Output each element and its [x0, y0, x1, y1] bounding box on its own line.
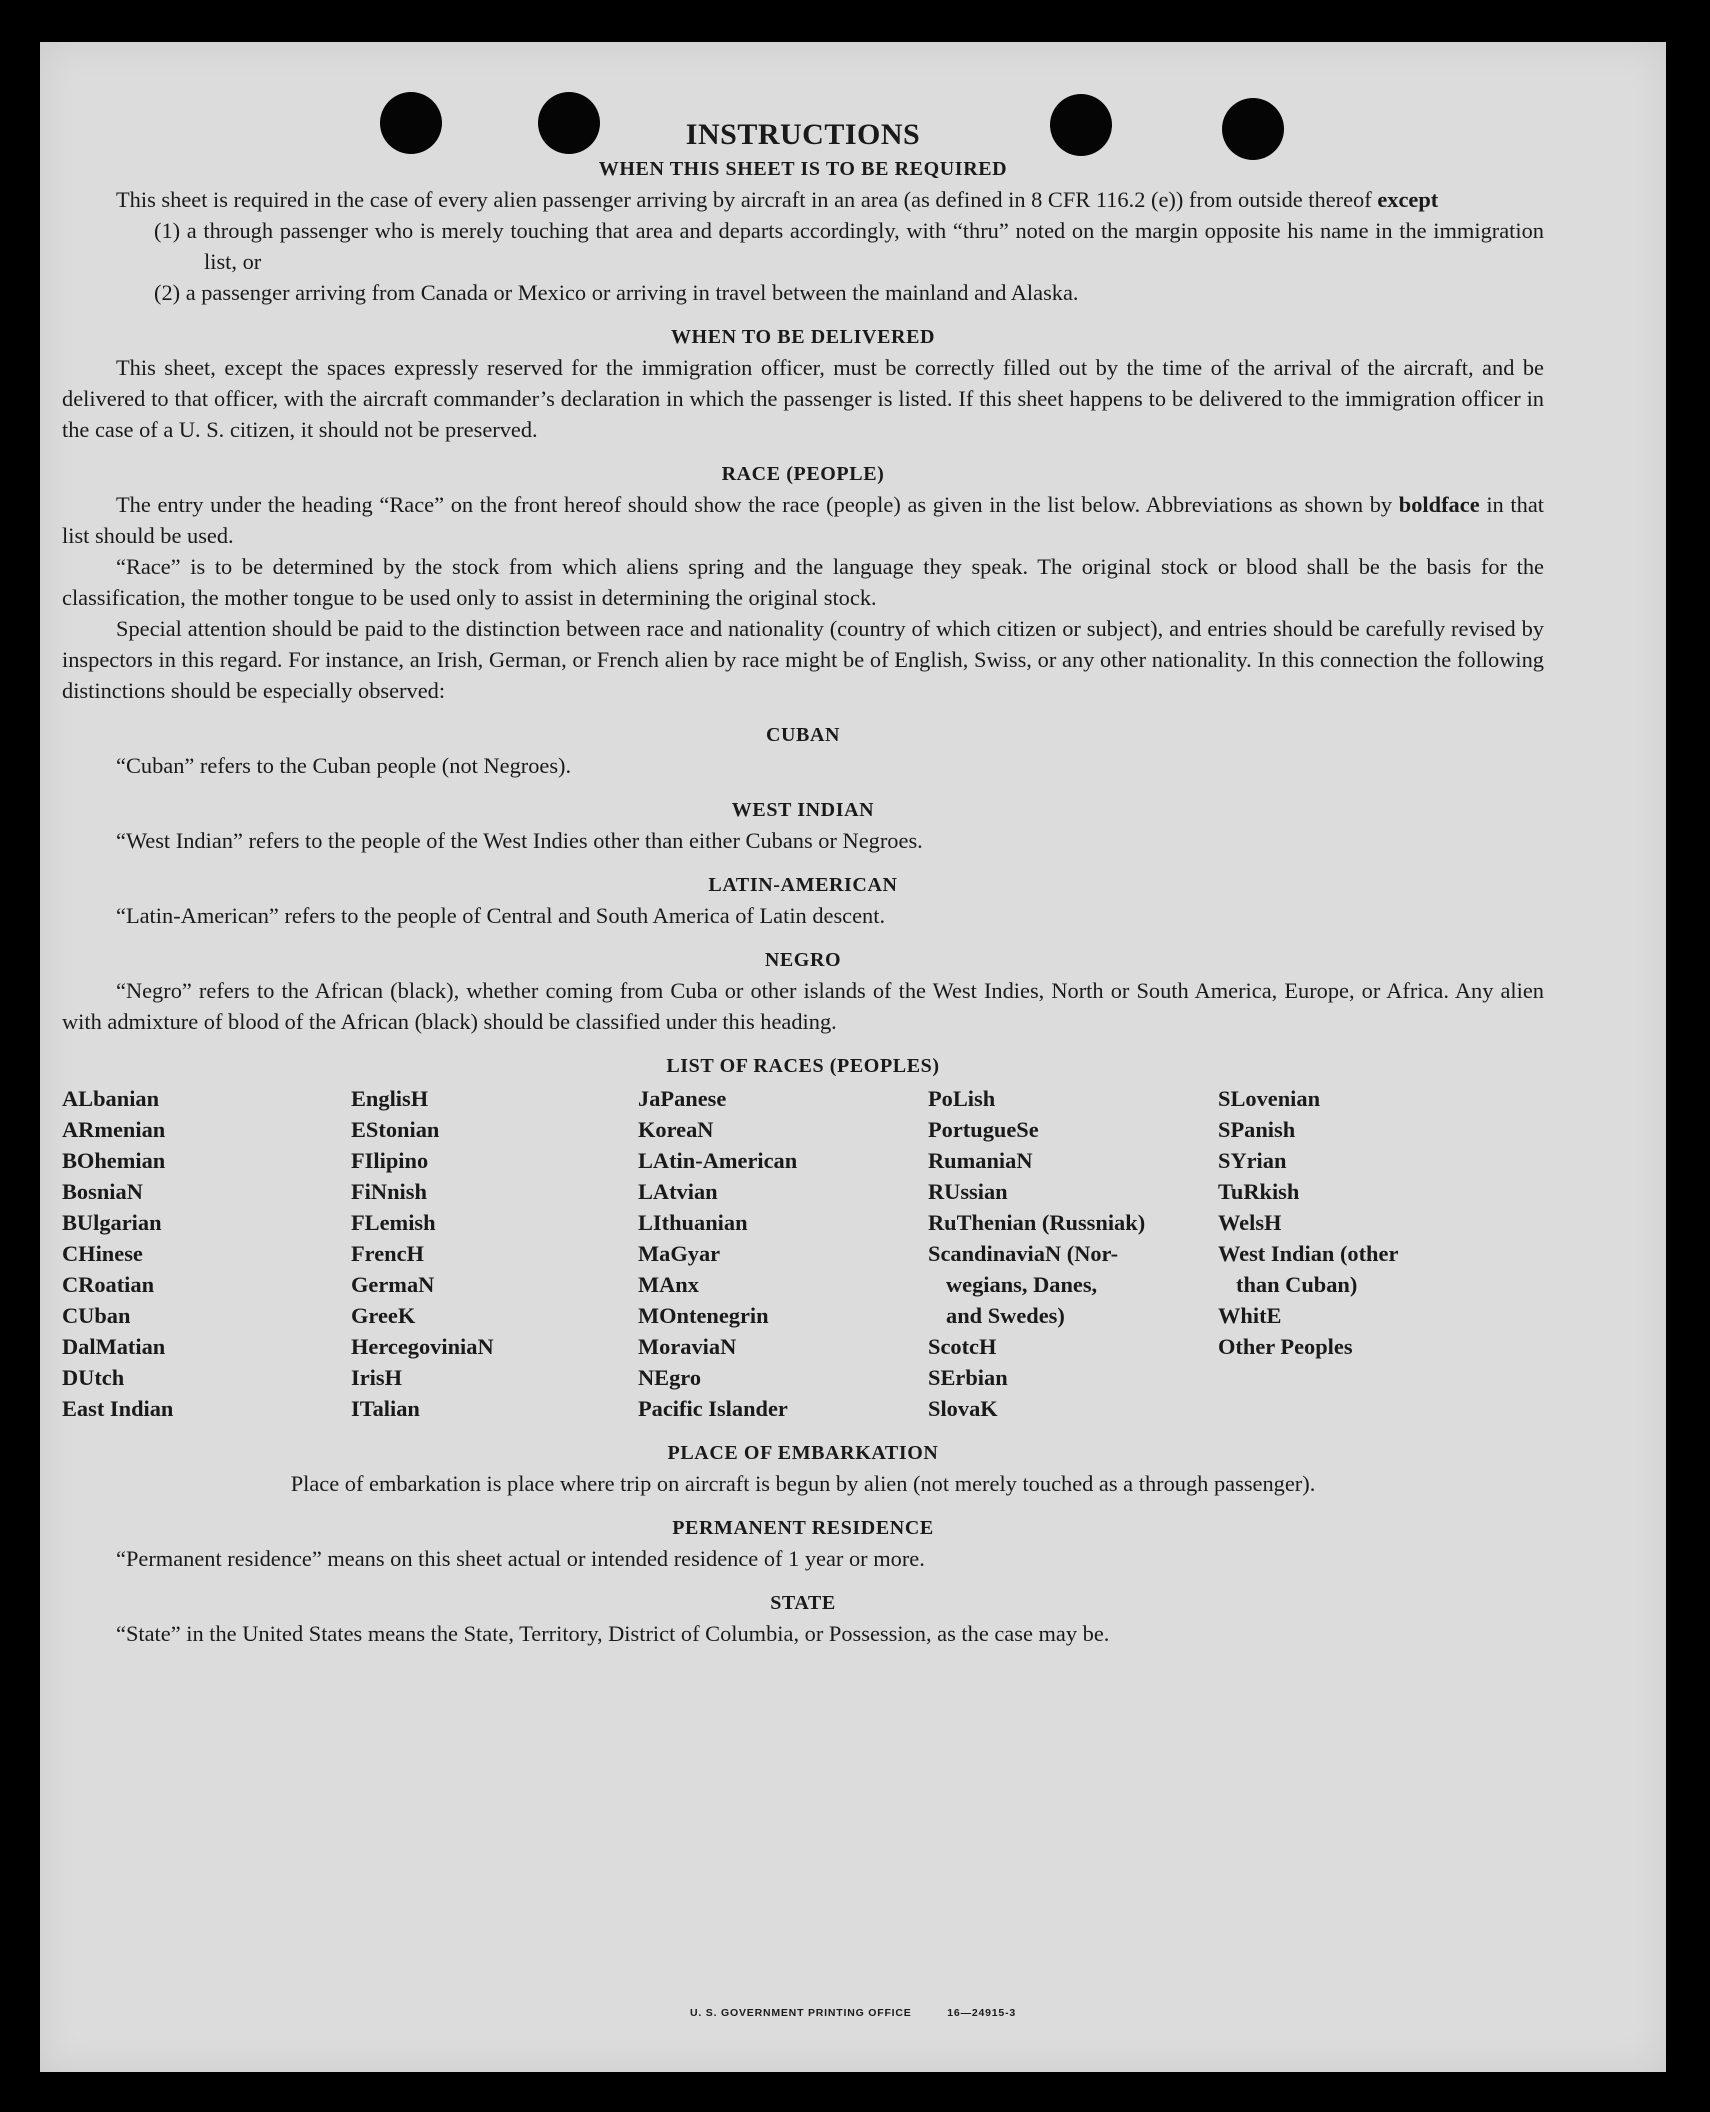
list-item: MaGyar	[638, 1241, 721, 1266]
list-item: RumaniaN	[928, 1148, 1033, 1173]
permanent-residence-text: “Permanent residence” means on this sheet actual or intended residence of 1 year or more.	[116, 1546, 925, 1571]
heading-required: WHEN THIS SHEET IS TO BE REQUIRED	[598, 158, 1008, 180]
instructions-body	[62, 118, 1544, 1649]
heading-negro: NEGRO	[764, 949, 842, 971]
list-item: ARmenian	[62, 1117, 166, 1142]
list-item: CRoatian	[62, 1272, 155, 1297]
list-item: EnglisH	[351, 1086, 429, 1111]
required-intro: This sheet is required in the case of every alien passenger arriving by aircraft in an area (as defined in 8 CFR 116.2 (e)) from outside thereof except	[116, 187, 1439, 212]
required-item-2: (2) a passenger arriving from Canada or Mexico or arriving in travel between the mainland and Alaska.	[154, 280, 1079, 305]
list-item: SLovenian	[1218, 1086, 1321, 1111]
list-item: PortugueSe	[928, 1117, 1039, 1142]
list-item: DalMatian	[62, 1334, 166, 1359]
list-item: HercegoviniaN	[351, 1334, 494, 1359]
list-item: SYrian	[1218, 1148, 1287, 1173]
document-sheet	[40, 42, 1666, 2072]
race-paragraph-1: The entry under the heading “Race” on the front hereof should show the race (people) as given in the list below. Abbreviations as shown by boldface in that list should be used.	[62, 492, 1544, 548]
list-item: IrisH	[351, 1365, 403, 1390]
list-item: LAtin-American	[638, 1148, 798, 1173]
list-item: GermaN	[351, 1272, 435, 1297]
list-item: NEgro	[638, 1365, 702, 1390]
races-column-3	[638, 1083, 928, 1424]
races-column-2	[351, 1083, 638, 1424]
state-text: “State” in the United States means the State, Territory, District of Columbia, or Possession, as the case may be.	[116, 1621, 1110, 1646]
list-item: MAnx	[638, 1272, 699, 1297]
list-item: West Indian (other	[1218, 1241, 1399, 1266]
heading-cuban: CUBAN	[765, 724, 841, 746]
heading-permanent-residence: PERMANENT RESIDENCE	[672, 1517, 934, 1539]
list-item: FiNnish	[351, 1179, 427, 1204]
list-item: ITalian	[351, 1396, 420, 1421]
list-item: WelsH	[1218, 1210, 1282, 1235]
list-item: ALbanian	[62, 1086, 160, 1111]
races-column-4	[928, 1083, 1218, 1424]
list-item: than Cuban)	[1236, 1272, 1358, 1297]
list-item: TuRkish	[1218, 1179, 1300, 1204]
heading-race: RACE (PEOPLE)	[721, 463, 885, 485]
list-item: Pacific Islander	[638, 1396, 788, 1421]
delivered-text: This sheet, except the spaces expressly reserved for the immigration officer, must be correctly filled out by the time of the arrival of the aircraft, and be delivered to that officer, with the aircraft commander’s declaration in which the passenger is listed. If this sheet happens to be delivered to the immigration officer in the case of a U. S. citizen, it should not be preserved.	[62, 355, 1544, 442]
negro-text: “Negro” refers to the African (black), whether coming from Cuba or other islands of the West Indies, North or South America, Europe, or Africa. Any alien with admixture of blood of the African (black) should be classified under this heading.	[62, 978, 1544, 1034]
list-item: GreeK	[351, 1303, 416, 1328]
race-paragraph-2: “Race” is to be determined by the stock from which aliens spring and the language they speak. The original stock or blood shall be the basis for the classification, the mother tongue to be used only to assist in determining the original stock.	[62, 554, 1544, 610]
form-code: 16—24915-3	[947, 2007, 1017, 2019]
list-item: RUssian	[928, 1179, 1008, 1204]
list-item: DUtch	[62, 1365, 125, 1390]
list-item: LIthuanian	[638, 1210, 748, 1235]
west-indian-text: “West Indian” refers to the people of the West Indies other than either Cubans or Negroes.	[116, 828, 923, 853]
required-item-1: (1) a through passenger who is merely touching that area and departs accordingly, with “thru” noted on the margin opposite his name in the immigration list, or	[154, 218, 1544, 274]
printer-footer	[40, 2007, 1666, 2019]
heading-latin-american: LATIN-AMERICAN	[708, 874, 898, 896]
list-item: MOntenegrin	[638, 1303, 769, 1328]
list-item: FLemish	[351, 1210, 436, 1235]
list-item: FIlipino	[351, 1148, 429, 1173]
races-column-5	[1218, 1083, 1518, 1424]
list-item: Other Peoples	[1218, 1334, 1353, 1359]
list-item: MoraviaN	[638, 1334, 737, 1359]
list-item: FrencH	[351, 1241, 424, 1266]
heading-list-of-races: LIST OF RACES (PEOPLES)	[666, 1055, 940, 1077]
heading-state: STATE	[770, 1592, 836, 1614]
races-list	[62, 1083, 1544, 1424]
list-item: BosniaN	[62, 1179, 143, 1204]
list-item: and Swedes)	[946, 1303, 1065, 1328]
list-item: BUlgarian	[62, 1210, 162, 1235]
list-item: ScandinaviaN (Nor-	[928, 1241, 1119, 1266]
cuban-text: “Cuban” refers to the Cuban people (not Negroes).	[116, 753, 572, 778]
list-item: CUban	[62, 1303, 131, 1328]
list-item: wegians, Danes,	[946, 1272, 1098, 1297]
heading-west-indian: WEST INDIAN	[731, 799, 875, 821]
list-item: SErbian	[928, 1365, 1008, 1390]
embarkation-text: Place of embarkation is place where trip on aircraft is begun by alien (not merely touched as a through passenger).	[290, 1471, 1316, 1496]
list-item: EStonian	[351, 1117, 440, 1142]
list-item: ScotcH	[928, 1334, 997, 1359]
printer-name: U. S. GOVERNMENT PRINTING OFFICE	[689, 2007, 912, 2019]
race-paragraph-3: Special attention should be paid to the distinction between race and nationality (country of which citizen or subject), and entries should be carefully revised by inspectors in this regard. For instance, an Irish, German, or French alien by race might be of English, Swiss, or any other nationality. In this connection the following distinctions should be especially observed:	[62, 616, 1544, 703]
races-column-1	[62, 1083, 351, 1424]
list-item: BOhemian	[62, 1148, 166, 1173]
list-item: WhitE	[1218, 1303, 1282, 1328]
list-item: CHinese	[62, 1241, 143, 1266]
list-item: PoLish	[928, 1086, 996, 1111]
list-item: RuThenian (Russniak)	[928, 1210, 1146, 1235]
page-title: INSTRUCTIONS	[685, 118, 921, 151]
list-item: SlovaK	[928, 1396, 998, 1421]
list-item: East Indian	[62, 1396, 174, 1421]
list-item: JaPanese	[638, 1086, 727, 1111]
heading-delivered: WHEN TO BE DELIVERED	[670, 326, 936, 348]
list-item: LAtvian	[638, 1179, 718, 1204]
latin-american-text: “Latin-American” refers to the people of Central and South America of Latin descent.	[116, 903, 886, 928]
list-item: SPanish	[1218, 1117, 1296, 1142]
list-item: KoreaN	[638, 1117, 714, 1142]
heading-embarkation: PLACE OF EMBARKATION	[667, 1442, 939, 1464]
